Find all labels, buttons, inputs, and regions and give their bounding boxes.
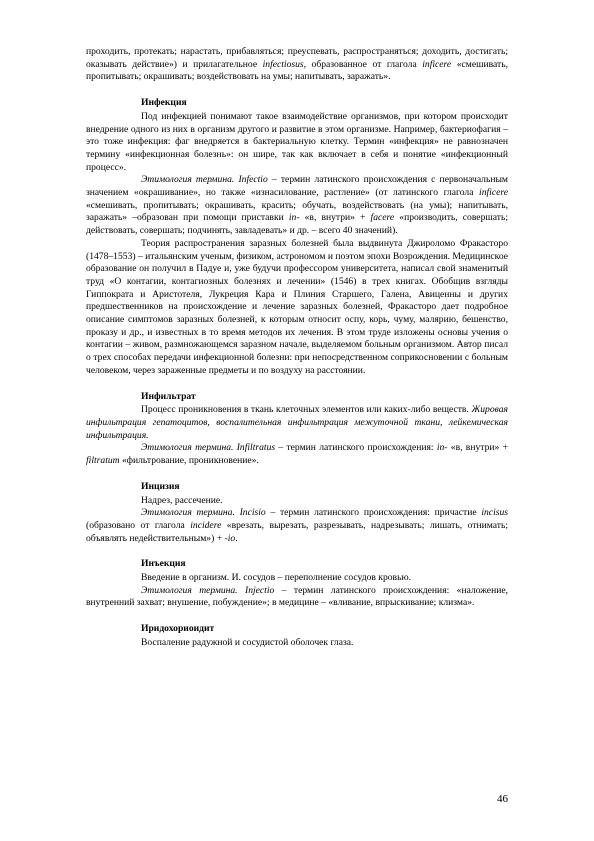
entry-infection [86, 97, 508, 377]
latin-term: Injectio [245, 584, 275, 596]
latin-term: Infiltratus [236, 442, 276, 454]
etymology-label: Этимология термина. [141, 507, 235, 519]
entry-definition: Под инфекцией понимают такое взаимодействие организмов, при котором происходит внедрение одного из них в организм другого и развитие в этом организме. Например, бактериофагия – это тоже инфекция: фаг внедряется в бактериальную клетку. Термин «инфекция» не равнозначен термину «инфекционная болезнь»: он шире, так как включает в себя и понятие «инфекционный процесс». [86, 110, 508, 173]
etymology-paragraph: Этимология термина. Injectio – термин латинского происхождения: «наложение, внутренний захват; внушение, побуждение»; в медицине – «вливание, впрыскивание; клизма». [86, 584, 508, 609]
etymology-label: Этимология термина. [141, 174, 235, 186]
latin-term: inficere [422, 58, 452, 70]
entry-definition: Воспаление радужной и сосудистой оболочек глаза. [141, 636, 354, 648]
latin-term: incisus [481, 507, 508, 519]
etymology-label: Этимология термина. [141, 584, 238, 596]
entry-heading: Инфильтрат [141, 390, 196, 402]
latin-term: -io [224, 532, 236, 544]
history-paragraph: Теория распространения заразных болезней была выдвинута Джироломо Фракасторо (1478–1553) – итальянским ученым, физиком, астрономом и поэтом эпохи Возрождения. Медицинское образование он получил в Падуе и, уже будучи профессором университета, написал свой знаменитый труд «О контагии, контагиозных болезнях и лечении» (1546) в трех книгах. Обобщив взгляды Гиппократа и Аристотеля, Лукреция Кара и Плиния Старшего, Галена, Авиценны и других предшественников на происхождение и лечение заразных болезней, Фракасторо дает подробное описание симптомов заразных болезней, к которым относит оспу, корь, чуму, малярию, бешенство, проказу и др., и известных в то время методов их лечения. В этом труде изложены основы учения о контагии – живом, размножающемся заразном начале, выделяемом больным организмом. Автор писал о трех способах передачи инфекционной болезни: при непосредственном соприкосновении с больным человеком, через зараженные предметы и по воздуху на расстоянии. [86, 237, 508, 376]
entry-injection [86, 558, 508, 610]
entry-heading: Инъекция [141, 558, 186, 570]
entry-definition: Надрез, рассечение. [141, 494, 223, 506]
latin-term: Infectio [238, 174, 268, 186]
entry-heading: Инфекция [141, 97, 187, 109]
entry-iridochoroiditis [86, 623, 508, 649]
page-content [86, 46, 508, 650]
latin-term: inficere [479, 187, 508, 199]
entry-examples: Жировая инфильтрация гепатоцитов, воспалительная инфильтрация межуточной ткани, лейкемическая инфильтрация. [86, 404, 508, 441]
latin-term: in- [288, 212, 300, 224]
entry-infiltrate [86, 391, 508, 468]
latin-term: incidere [190, 519, 222, 531]
page-number: 46 [497, 793, 508, 805]
etymology-label: Этимология термина. [141, 442, 234, 454]
latin-term: filtratum [86, 455, 120, 467]
latin-term: Incisio [239, 507, 266, 519]
etymology-paragraph: Этимология термина. Incisio – термин латинского происхождения: причастие incisus (образовано от глагола incidere «врезать, вырезать, разрезывать, надрезывать; лишать, отнимать; объявлять недействительным») + -io. [86, 507, 508, 544]
entry-definition: Процесс проникновения в ткань клеточных элементов или каких-либо веществ. Жировая инфильтрация гепатоцитов, воспалительная инфильтрация межуточной ткани, лейкемическая инфильтрация. [86, 404, 508, 441]
intro-paragraph: проходить, протекать; нарастать, прибавляться; преуспевать, распространяться; доходить, достигать; оказывать действие») и прилагательное infectiosus, образованное от глагола inficere «смешивать, пропитывать; окрашивать; воздействовать на умы; напитывать, заражать». [86, 46, 509, 83]
entry-heading: Иридохориоидит [141, 623, 215, 635]
entry-definition: Введение в организм. И. сосудов – переполнение сосудов кровью. [141, 572, 412, 584]
entry-heading: Инцизия [141, 480, 180, 492]
entry-incision [86, 481, 508, 546]
latin-term: infectiosus, [262, 58, 307, 70]
etymology-paragraph: Этимология термина. Infiltratus – термин латинского происхождения: in- «в, внутри» + filtratum «фильтрование, проникновение». [86, 442, 508, 467]
latin-term: in- [436, 442, 448, 454]
latin-term: facere [370, 212, 395, 224]
etymology-paragraph: Этимология термина. Infectio – термин латинского происхождения с первоначальным значением «окрашивание», но также «изнасилование, растление» (от латинского глагола inficere «смешивать, пропитывать; окрашивать, красить; обучать, воздействовать (на умы); напитывать, заражать» –образован при помощи приставки in- «в, внутри» + facere «производить, совершать; действовать, совершать; подчинять, завладевать» и др. – всего 40 значений). [86, 174, 508, 237]
